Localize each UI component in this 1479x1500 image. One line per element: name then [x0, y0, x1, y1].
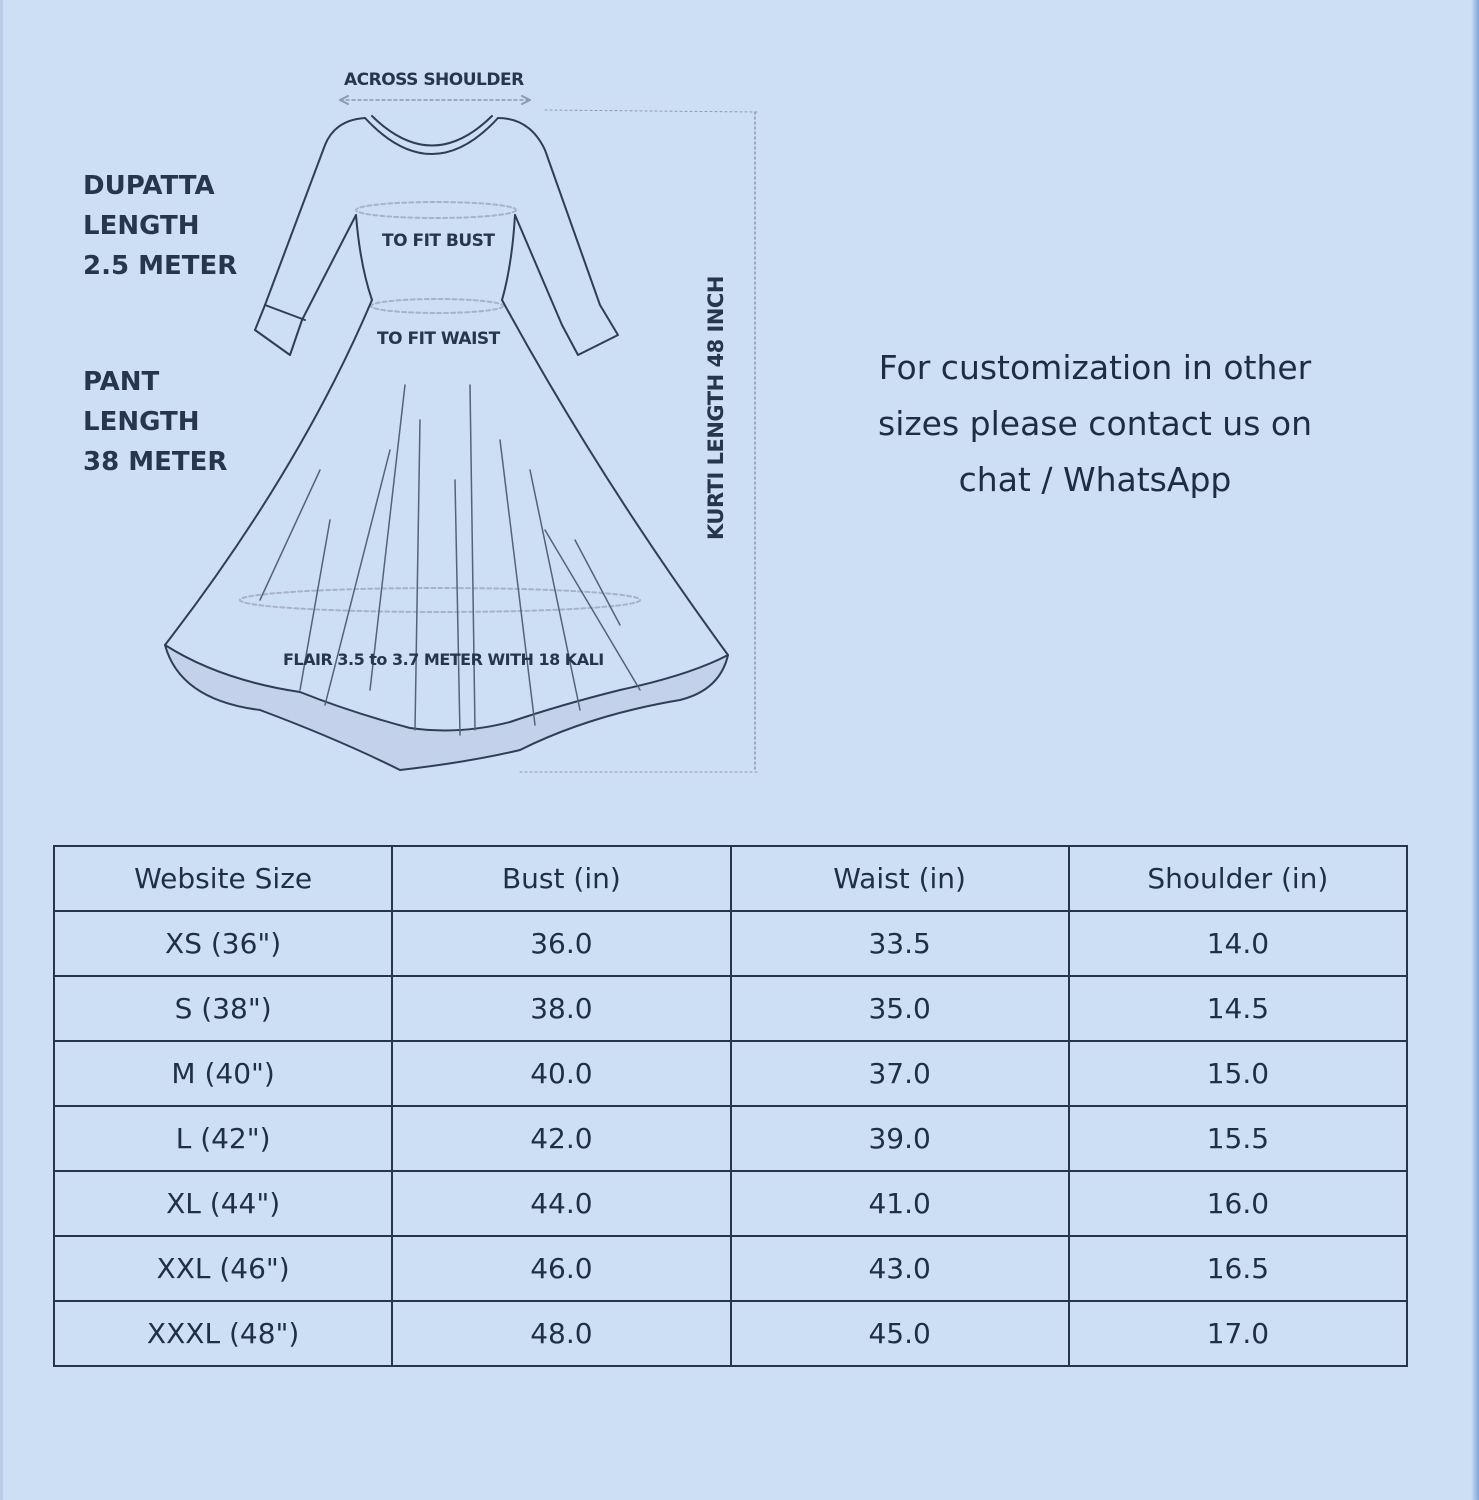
bust-cell: 46.0 [392, 1236, 730, 1301]
waist-cell: 41.0 [731, 1171, 1069, 1236]
flair-label: FLAIR 3.5 to 3.7 METER WITH 18 KALI [283, 650, 604, 669]
customization-note: For customization in other sizes please contact us on chat / WhatsApp [878, 348, 1312, 499]
shoulder-cell: 14.5 [1069, 976, 1407, 1041]
bust-cell: 38.0 [392, 976, 730, 1041]
shoulder-cell: 15.5 [1069, 1106, 1407, 1171]
size-cell: XXL (46") [54, 1236, 392, 1301]
shoulder-cell: 14.0 [1069, 911, 1407, 976]
header-bust: Bust (in) [392, 846, 730, 911]
table-row [54, 911, 1407, 976]
across-shoulder-label: ACROSS SHOULDER [344, 70, 524, 90]
size-cell: XL (44") [54, 1171, 392, 1236]
to-fit-bust-label: TO FIT BUST [382, 231, 495, 251]
waist-cell: 45.0 [731, 1301, 1069, 1366]
size-cell: S (38") [54, 976, 392, 1041]
table-row [54, 1301, 1407, 1366]
shoulder-cell: 15.0 [1069, 1041, 1407, 1106]
to-fit-waist-label: TO FIT WAIST [377, 329, 500, 349]
bust-cell: 36.0 [392, 911, 730, 976]
table-row [54, 1236, 1407, 1301]
bust-cell: 48.0 [392, 1301, 730, 1366]
kurti-length-label: KURTI LENGTH 48 INCH [704, 276, 728, 540]
table-row [54, 1041, 1407, 1106]
table-row [54, 1106, 1407, 1171]
waist-cell: 39.0 [731, 1106, 1069, 1171]
waist-cell: 35.0 [731, 976, 1069, 1041]
bust-cell: 44.0 [392, 1171, 730, 1236]
shoulder-cell: 16.5 [1069, 1236, 1407, 1301]
waist-cell: 37.0 [731, 1041, 1069, 1106]
waist-cell: 33.5 [731, 911, 1069, 976]
pant-length-note: PANT LENGTH 38 METER [83, 367, 228, 477]
right-edge [1471, 0, 1479, 1500]
shoulder-cell: 16.0 [1069, 1171, 1407, 1236]
size-cell: XXXL (48") [54, 1301, 392, 1366]
bust-cell: 42.0 [392, 1106, 730, 1171]
waist-cell: 43.0 [731, 1236, 1069, 1301]
table-header-row [54, 846, 1407, 911]
table-row [54, 976, 1407, 1041]
size-cell: L (42") [54, 1106, 392, 1171]
size-cell: XS (36") [54, 911, 392, 976]
dupatta-length-note: DUPATTA LENGTH 2.5 METER [83, 171, 238, 281]
header-waist: Waist (in) [731, 846, 1069, 911]
size-chart-table [53, 845, 1408, 1367]
shoulder-cell: 17.0 [1069, 1301, 1407, 1366]
header-website-size: Website Size [54, 846, 392, 911]
header-shoulder: Shoulder (in) [1069, 846, 1407, 911]
table-row [54, 1171, 1407, 1236]
bust-cell: 40.0 [392, 1041, 730, 1106]
size-cell: M (40") [54, 1041, 392, 1106]
